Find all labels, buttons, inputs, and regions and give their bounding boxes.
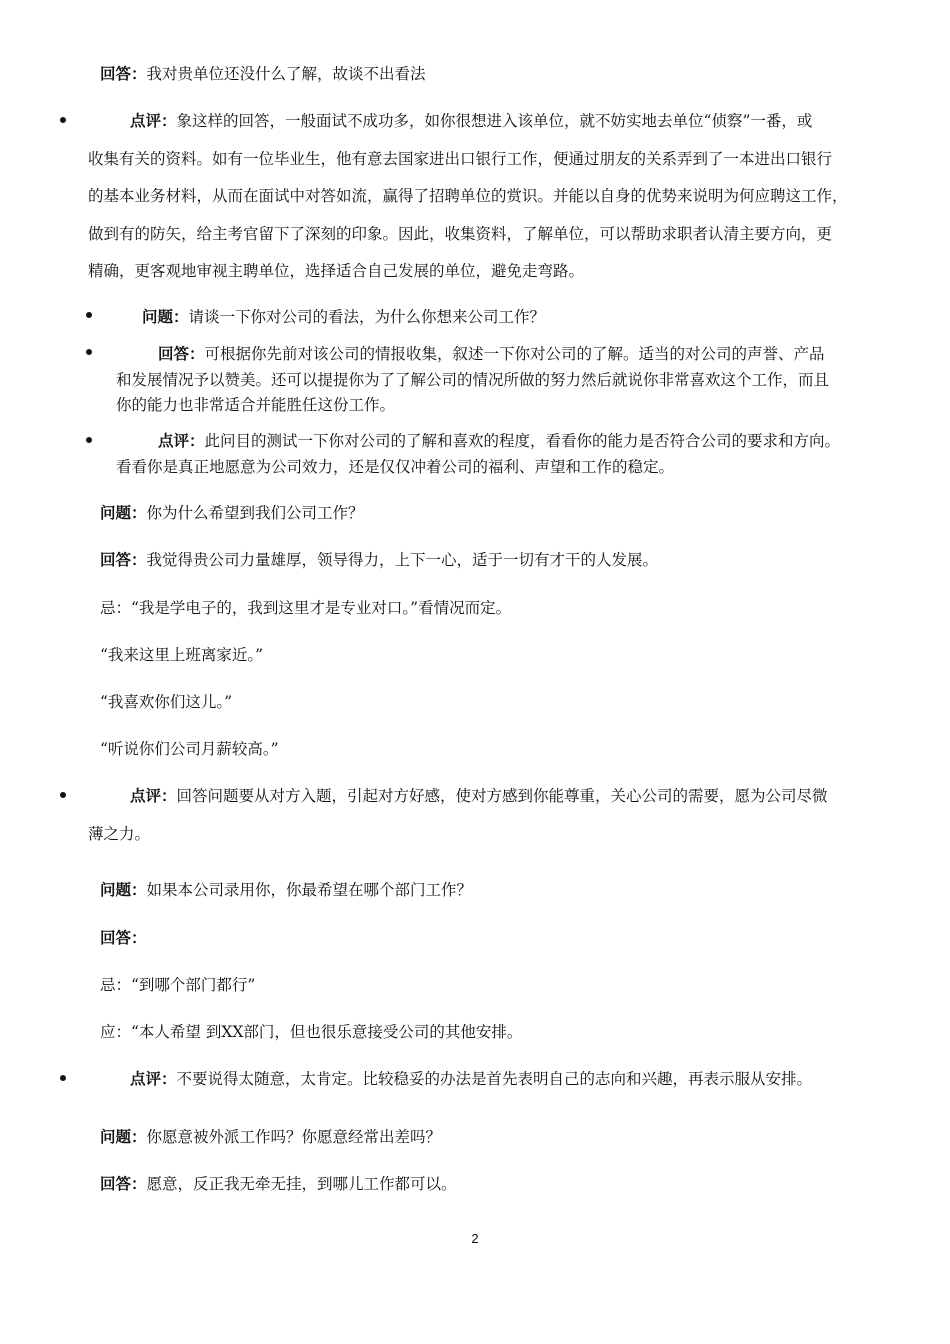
bullet-icon <box>60 1075 66 1081</box>
question-label: 问题 <box>100 503 132 522</box>
answer-text: 我对贵单位还没什么了解，故谈不出看法 <box>146 65 426 83</box>
answer-paragraph: 回答：我对贵单位还没什么了解，故谈不出看法 <box>100 64 426 83</box>
answer-label: 回答 <box>158 344 190 363</box>
answer-paragraph: 回答：愿意，反正我无牵无挂，到哪儿工作都可以。 <box>100 1174 457 1193</box>
comment-paragraph: 点评：不要说得太随意，太肯定。比较稳妥的办法是首先表明自己的志向和兴趣，再表示服从安排。 <box>130 1069 813 1088</box>
bullet-icon <box>86 437 92 443</box>
question-paragraph: 问题：你为什么希望到我们公司工作？ <box>100 503 364 522</box>
answer-label: 回答 <box>100 1174 132 1193</box>
comment-label: 点评 <box>130 111 162 130</box>
quote-line: “我喜欢你们这儿。” <box>100 693 233 711</box>
avoid-line: 忌：“到哪个部门都行” <box>100 976 256 994</box>
answer-label: 回答 <box>100 928 132 947</box>
quote-line: “听说你们公司月薪较高。” <box>100 740 279 758</box>
question-paragraph: 问题：如果本公司录用你，你最希望在哪个部门工作？ <box>100 880 473 899</box>
comment-paragraph: 点评：此问目的测试一下你对公司的了解和喜欢的程度，看看你的能力是否符合公司的要求和方向。 看看你是真正地愿意为公司效力，还是仅仅冲着公司的福利、声望和工作的稳定。 <box>116 431 841 476</box>
question-paragraph: 问题：你愿意被外派工作吗？你愿意经常出差吗？ <box>100 1127 442 1146</box>
page-number: 2 <box>471 1231 479 1246</box>
bullet-icon <box>60 117 66 123</box>
question-label: 问题 <box>142 307 174 326</box>
answer-label: 回答 <box>100 550 132 569</box>
answer-paragraph: 回答： <box>100 928 147 947</box>
bullet-icon <box>60 792 66 798</box>
comment-paragraph: 点评：象这样的回答，一般面试不成功多，如你很想进入该单位，就不妨实地去单位“侦察”一番，或 收集有关的资料。如有一位毕业生，他有意去国家进出口银行工作，便通过朋友的关系弄到了一本进出口银行 的基本业务材料，从而在面试中对答如流，赢得了招聘单位的赏识。并能以自身的优势来说明为何应聘这工作， 做到有的防矢，给主考官留下了深刻的印象。因此，收集资料，了解单位，可以帮助求职者认清主要方向，更 精确，更客观地审视主聘单位，选择适合自己发展的单位，避免走弯路。 <box>88 111 848 280</box>
answer-label: 回答 <box>100 64 132 83</box>
comment-label: 点评 <box>158 431 190 450</box>
should-line: 应：“本人希望 到XX部门，但也很乐意接受公司的其他安排。 <box>100 1023 523 1041</box>
bullet-icon <box>86 312 92 318</box>
comment-label: 点评 <box>130 786 162 805</box>
answer-paragraph: 回答：可根据你先前对该公司的情报收集，叙述一下你对公司的了解。适当的对公司的声誉、产品 和发展情况予以赞美。还可以提提你为了了解公司的情况所做的努力然后就说你非常喜欢这个工作，而且 你的能力也非常适合并能胜任这份工作。 <box>116 344 830 414</box>
question-paragraph: 问题：请谈一下你对公司的看法，为什么你想来公司工作？ <box>142 307 546 326</box>
bullet-icon <box>86 349 92 355</box>
answer-paragraph: 回答：我觉得贵公司力量雄厚，领导得力，上下一心，适于一切有才干的人发展。 <box>100 550 659 569</box>
question-label: 问题 <box>100 880 132 899</box>
avoid-line: 忌：“我是学电子的，我到这里才是专业对口。”看情况而定。 <box>100 599 512 617</box>
comment-label: 点评 <box>130 1069 162 1088</box>
question-label: 问题 <box>100 1127 132 1146</box>
quote-line: “我来这里上班离家近。” <box>100 646 264 664</box>
comment-paragraph: 点评：回答问题要从对方入题，引起对方好感，使对方感到你能尊重，关心公司的需要，愿为公司尽微 薄之力。 <box>88 786 828 843</box>
